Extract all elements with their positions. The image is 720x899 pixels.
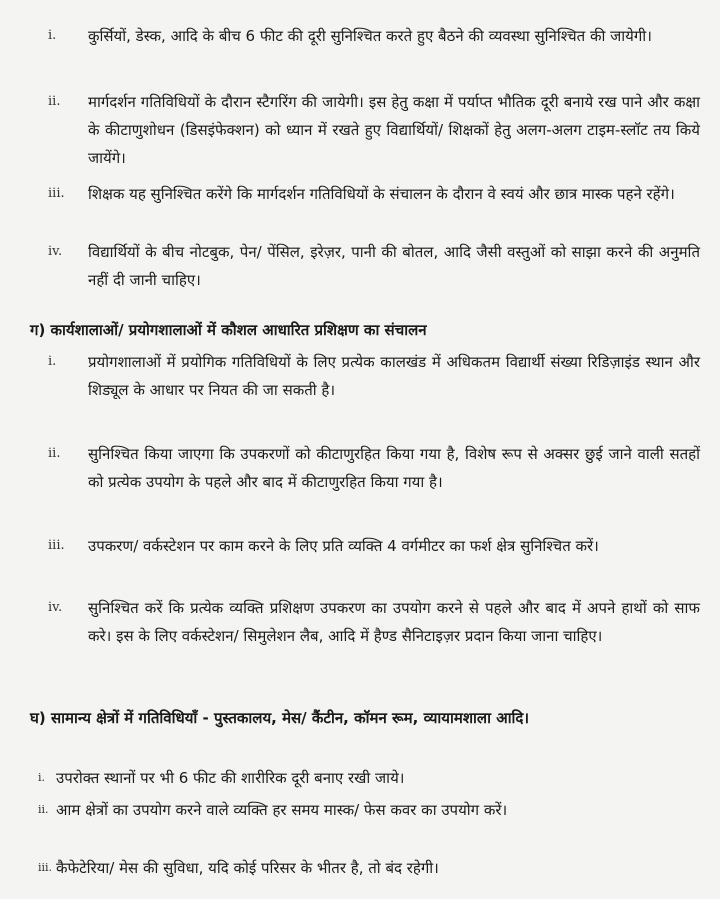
item-number: iii. — [48, 186, 65, 201]
list-item — [30, 854, 700, 882]
list-item — [30, 238, 700, 294]
item-number: i. — [48, 28, 57, 43]
list-item — [30, 594, 700, 650]
list-item — [30, 764, 700, 792]
item-text: विद्यार्थियों के बीच नोटबुक, पेन/ पेंसिल, इरेज़र, पानी की बोतल, आदि जैसी वस्तुओं को साझा करने की अनुमति नहीं दी जानी चाहिए। — [88, 243, 700, 289]
section-heading: घ) सामान्य क्षेत्रों में गतिविधियाँ - पुस्तकालय, मेस/ कैंटीन, कॉमन रूम, व्यायामशाला आदि। — [30, 709, 530, 727]
item-text: सुनिश्चित किया जाएगा कि उपकरणों को कीटाणुरहित किया गया है, विशेष रूप से अक्सर छुई जाने वाली सतहों को प्रत्येक उपयोग के पहले और बाद में कीटाणुरहित किया गया है। — [88, 445, 700, 491]
list-item — [30, 348, 700, 404]
item-number: ii. — [48, 94, 61, 109]
item-text: उपकरण/ वर्कस्टेशन पर काम करने के लिए प्रति व्यक्ति 4 वर्गमीटर का फर्श क्षेत्र सुनिश्चित करें। — [88, 537, 599, 555]
list-item — [30, 22, 700, 50]
item-text: मार्गदर्शन गतिविधियों के दौरान स्टैगरिंग की जायेगी। इस हेतु कक्षा में पर्याप्त भौतिक दूरी बनाये रख पाने और कक्षा के कीटाणुशोधन (डिसइंफेक्शन) को ध्यान में रखते हुए विद्यार्थियों/ शिक्षकों हेतु अलग-अलग टाइम-स्लॉट तय किये जायेंगे। — [88, 93, 700, 167]
item-text: उपरोक्त स्थानों पर भी 6 फीट की शारीरिक दूरी बनाए रखी जाये। — [56, 769, 405, 787]
item-number: i. — [38, 771, 46, 784]
item-text: प्रयोगशालाओं में प्रयोगिक गतिविधियों के लिए प्रत्येक कालखंड में अधिकतम विद्यार्थी संख्या रिडिज़ाइंड स्थान और शिड्यूल के आधार पर नियत की जा सकती है। — [88, 353, 700, 399]
item-text: कुर्सियों, डेस्क, आदि के बीच 6 फीट की दूरी सुनिश्चित करते हुए बैठने की व्यवस्था सुनिश्चित की जायेगी। — [88, 27, 652, 45]
item-number: iv. — [48, 244, 63, 259]
item-text: सुनिश्चित करें कि प्रत्येक व्यक्ति प्रशिक्षण उपकरण का उपयोग करने से पहले और बाद में अपने हाथों को साफ करे। इस के लिए वर्कस्टेशन/ सिमुलेशन लैब, आदि में हैण्ड सैनिटाइज़र प्रदान किया जाना चाहिए। — [88, 599, 700, 645]
item-number: iii. — [48, 538, 65, 553]
item-number: ii. — [48, 446, 61, 461]
list-item — [30, 796, 700, 824]
list-item — [30, 88, 700, 172]
item-number: iii. — [38, 861, 53, 874]
section-heading: ग) कार्यशालाओं/ प्रयोगशालाओं में कौशल आधारित प्रशिक्षण का संचालन — [30, 321, 427, 339]
list-item — [30, 532, 700, 560]
item-text: शिक्षक यह सुनिश्चित करेंगे कि मार्गदर्शन गतिविधियों के संचालन के दौरान वे स्वयं और छात्र मास्क पहने रहेंगे। — [88, 185, 675, 203]
item-number: ii. — [38, 803, 49, 816]
item-number: iv. — [48, 600, 63, 615]
item-text: आम क्षेत्रों का उपयोग करने वाले व्यक्ति हर समय मास्क/ फेस कवर का उपयोग करें। — [56, 801, 508, 819]
list-item — [30, 180, 700, 208]
list-item — [30, 440, 700, 496]
item-text: कैफेटेरिया/ मेस की सुविधा, यदि कोई परिसर के भीतर है, तो बंद रहेगी। — [56, 859, 439, 877]
item-number: i. — [48, 354, 57, 369]
